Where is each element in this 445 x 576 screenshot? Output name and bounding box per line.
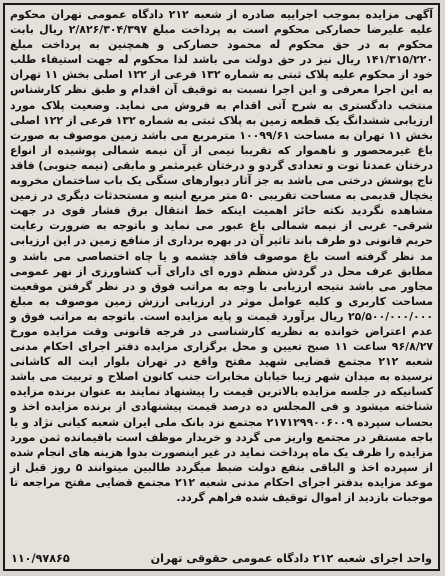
notice-footer <box>11 551 432 567</box>
notice-body-text: آگهی مزایده بموجب اجراییه صادره از شعبه ۲۱۲ دادگاه عمومی تهران محکوم علیه علیرضا حصارکی محکوم است به پرداخت مبلغ ۲/۸۲۶/۳۰۴/۳۹۷ ریال بابت محکوم به در حق محکوم له محمود حصارکی و همچنین به پرداخت مبلغ ۱۴۱/۳۱۵/۲۲۰ ریال نیز در حق دولت می باشد لذا محکوم له جهت استیفاء طلب خود از محکوم علیه پلاک ثبتی به شماره ۱۳۲ فرعی از ۱۲۲ اصلی بخش ۱۱ تهران به این اجرا معرفی و این اجرا نسبت به توقیف آن اقدام و طبق نظر کارشناس منتخب دادگستری به شرح آتی اقدام به فروش می نماید. وضعیت پلاک مورد ارزیابی ششدانگ یک قطعه زمین به پلاک ثبتی به شماره ۱۳۲ فرعی از ۱۲۲ اصلی بخش ۱۱ تهران به مساحت ۱۰۰۹۹/۶۱ مترمربع می باشد زمین موصوف به صورت باغ غیرمحصور و ناهموار که تقریبا نیمی از آن نیمه شمالی پوشیده از انواع درختان عمدتا توت و تعدادی گردو و درختان غیرمثمر و مابقی (نیمه جنوبی) فاقد تاج پوشش درختی می باشد به جز آثار دیوارهای سنگی یک باب ساختمان مخروبه یخچال قدیمی به مساحت تقریبی ۵۰ متر مربع ابنیه و مستحدثات دیگری در زمین مشاهده نگردید نکته حائز اهمیت اینکه خط انتقال برق فشار قوی در جهت شرقی- غربی از نیمه شمالی باغ عبور می نماید و باتوجه به ضرورت رعایت حریم قانونی دو طرف باند تاثیر آن در بهره برداری از منافع زمین در این ارزیابی مد نظر گرفته است باغ موصوف فاقد چشمه و یا چاه اختصاصی می باشد و مطابق عرف محل در گردش منظم دوره ای دارای آب کشاورزی از نهر عمومی مجاور می باشد نتیجه ارزیابی با وجه به مراتب فوق و در نظر گرفتن موقعیت مساحت کاربری و کلیه عوامل موثر در ارزیابی ارزش زمین موصوف به مبلغ ۲۵/۵۰۰/۰۰۰/۰۰۰ ریال برآورد قیمت و پایه مزایده است. باتوجه به مراتب فوق و عدم اعتراض خوانده به نظریه کارشناسی در فرجه قانونی وقت مزایده مورخ ۹۶/۸/۲۷ ساعت ۱۱ صبح تعیین و محل برگزاری مزایده دفتر اجرای احکام مدنی شعبه ۲۱۲ مجتمع قضایی شهید مفتح واقع در تهران بلوار ایت اله کاشانی نرسیده به میدان شهر زیبا خیابان مخابرات جنب کانون اصلاح و تربیت می باشد کسانیکه در جلسه مزایده بالاترین قیمت را پیشنهاد نمایند به عنوان برنده مزایده شناخته میشود و فی المجلس ده درصد قیمت پیشنهادی از برنده مزایده اخذ و بحساب سپرده ۲۱۷۱۲۹۹۰۰۶۰۰۹ مجتمع نزد بانک ملی ایران شعبه کیانی نژاد و یا باجه مستقر در مجتمع واریز می گردد و خریدار موظف است باقیمانده ثمن مورد مزایده را ظرف یک ماه پرداخت نماید در غیر اینصورت بدوا هزینه های انجام شده از سپرده اخذ و الباقی بنفع دولت ضبط میگردد طالبین میتوانند ۵ روز قبل از موعد مزایده بدفتر اجرای احکام مدنی شعبه ۲۱۲ مجتمع قضایی مفتح مراجعه تا موجبات بازدید از اموال توقیف شده فراهم گردد. <box>10 8 434 504</box>
footer-reference-number: ۱۱۰/۹۷۸۶۵ <box>11 552 70 565</box>
footer-office-signature: واحد اجرای شعبه ۲۱۲ دادگاه عمومی حقوقی تهران <box>150 552 432 565</box>
auction-notice <box>3 3 440 571</box>
